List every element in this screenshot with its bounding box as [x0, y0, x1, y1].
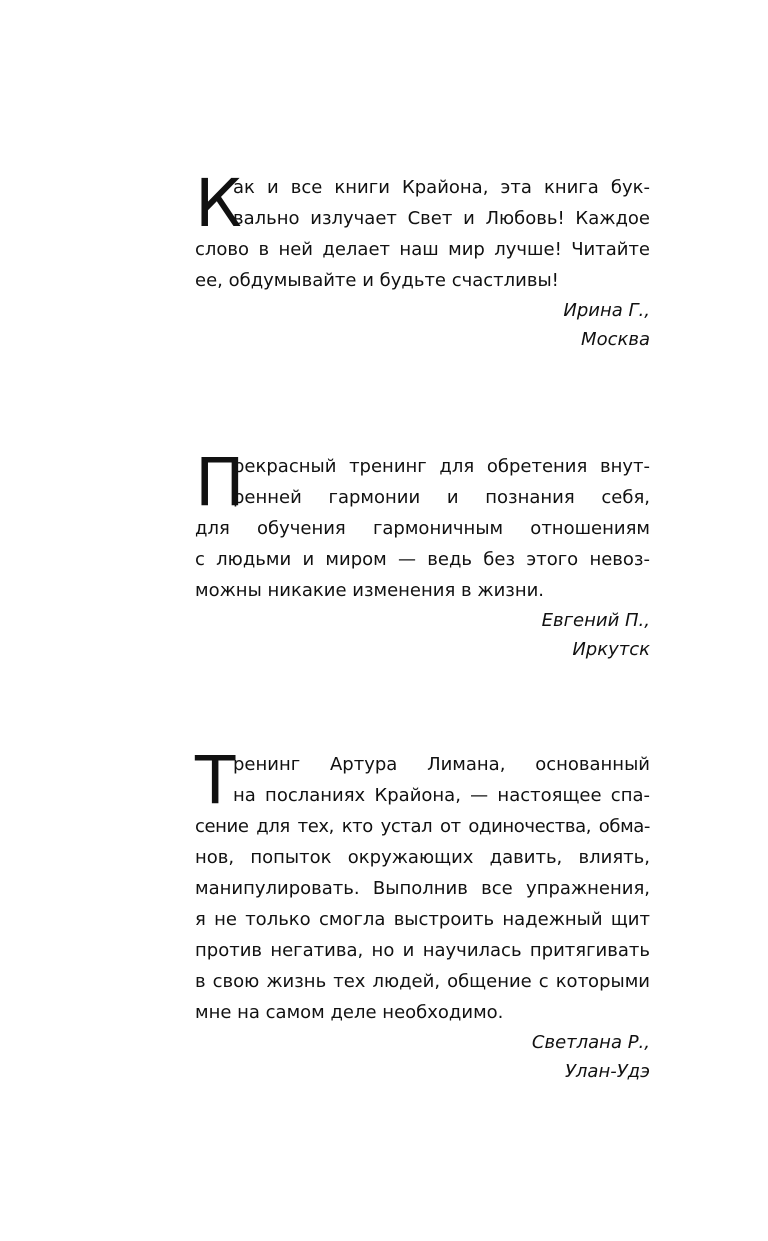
drop-cap: К	[195, 165, 242, 242]
review-city: Москва	[581, 329, 650, 350]
review-city: Улан-Удэ	[564, 1061, 650, 1082]
review-line: против негатива, но и научилась притягивать	[195, 940, 650, 961]
review-line: ее, обдумывайте и будьте счастливы!	[195, 270, 559, 291]
review-author: Евгений П.,	[541, 610, 650, 631]
review-line: вально излучает Свет и Любовь! Каждое	[233, 208, 650, 229]
review-line: с людьми и миром — ведь без этого невоз-	[195, 549, 650, 570]
review-line: можны никакие изменения в жизни.	[195, 580, 545, 601]
review-line: мне на самом деле необходимо.	[195, 1002, 504, 1023]
review-line: я не только смогла выстроить надежный щит	[195, 909, 650, 930]
drop-cap: П	[195, 444, 245, 521]
review-author: Светлана Р.,	[531, 1032, 650, 1053]
review-line: для обучения гармоничным отношениям	[195, 518, 650, 539]
review-line: ак и все книги Крайона, эта книга бук-	[233, 177, 650, 198]
review-2	[195, 444, 650, 664]
review-line: нов, попыток окружающих давить, влиять,	[195, 847, 650, 868]
review-line: манипулировать. Выполнив все упражнения,	[195, 878, 650, 899]
review-3	[195, 742, 650, 1086]
review-line: ренней гармонии и познания себя,	[233, 487, 650, 508]
review-author: Ирина Г.,	[563, 300, 650, 321]
review-line: слово в ней делает наш мир лучше! Читайте	[195, 239, 650, 260]
review-line: рекрасный тренинг для обретения внут-	[233, 456, 650, 477]
review-line: на посланиях Крайона, — настоящее спа-	[233, 785, 650, 806]
review-1	[195, 165, 650, 354]
review-line: в свою жизнь тех людей, общение с которыми	[195, 971, 650, 992]
review-line: сение для тех, кто устал от одиночества, обма-	[195, 816, 650, 837]
review-line: ренинг Артура Лимана, основанный	[233, 754, 650, 775]
review-city: Иркутск	[572, 639, 650, 660]
drop-cap: Т	[195, 742, 236, 819]
